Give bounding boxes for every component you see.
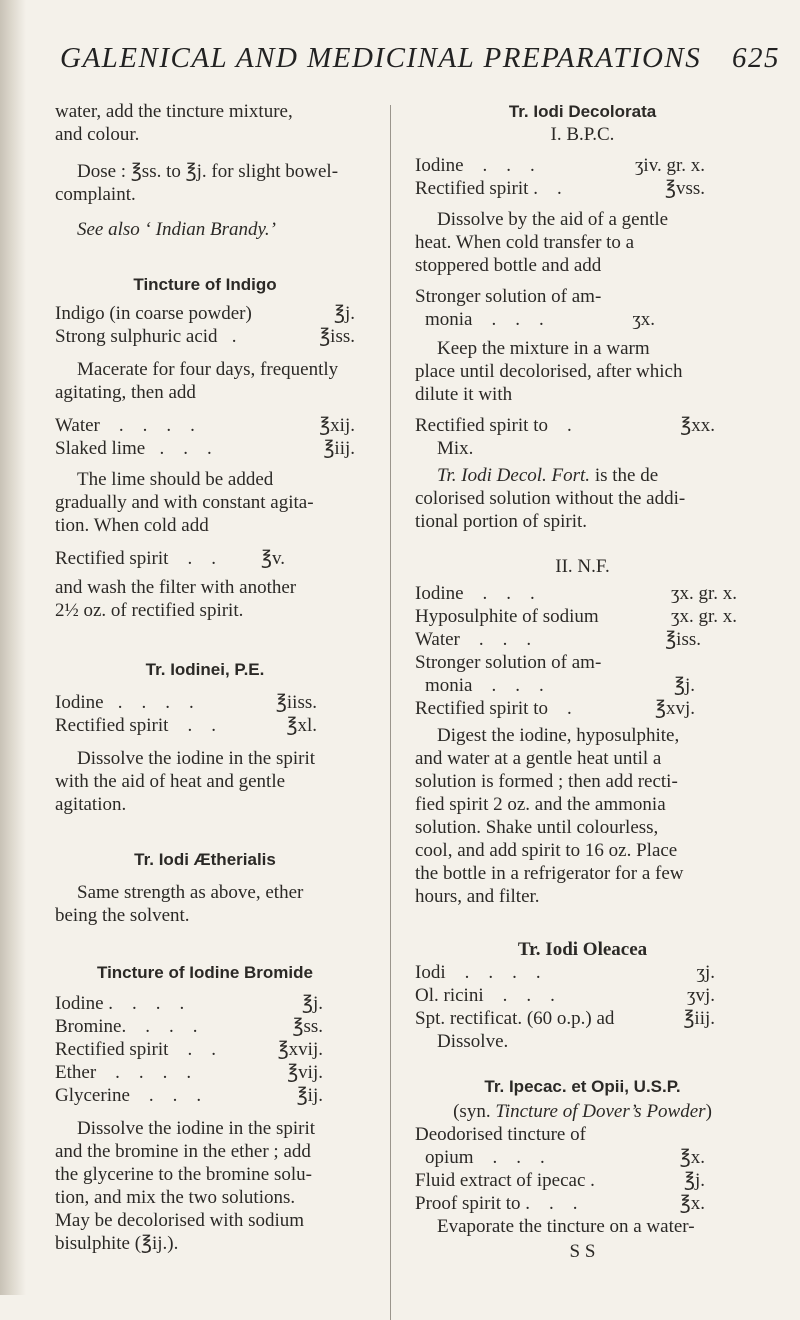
ingredient-row (415, 984, 715, 1007)
ingredient-qty: ʒx. gr. x. (671, 583, 737, 604)
ingredient-name: Stronger solution of am- (415, 652, 602, 673)
ingredient-qty: ℥j. (683, 1170, 705, 1191)
ingredient-name: Deodorised tincture of (415, 1124, 586, 1145)
recipe-subtitle: II. N.F. (555, 556, 610, 577)
instruction-line: and wash the filter with another (55, 577, 297, 598)
ingredient-row (415, 1192, 705, 1215)
instruction-line: gradually and with constant agita- (55, 492, 314, 513)
instruction-line: Dissolve. (437, 1031, 509, 1052)
instruction-line: cool, and add spirit to 16 oz. Place (415, 840, 678, 861)
instruction-line: and water at a gentle heat until a (415, 748, 662, 769)
dose-line: Dose : ℥ss. to ℥j. for slight bowel- (77, 161, 339, 182)
ingredient-row (415, 1007, 715, 1030)
ingredient-name: Rectified spirit . . (55, 715, 216, 736)
instruction-line: tion, and mix the two solutions. (55, 1187, 296, 1208)
instruction-line: solution. Shake until colourless, (415, 817, 659, 838)
ingredient-name: Bromine. . . . (55, 1016, 198, 1037)
ingredient-row (415, 628, 701, 651)
instruction-line: 2½ oz. of rectified spirit. (55, 600, 244, 621)
ingredient-qty: ℥j. (333, 303, 355, 324)
ingredient-row (55, 1015, 323, 1038)
ingredient-qty: ℥xx. (680, 415, 715, 436)
ingredient-name: monia . . . (425, 309, 544, 330)
ingredient-qty: ʒvj. (687, 985, 715, 1006)
instruction-line: Same strength as above, ether (77, 882, 304, 903)
dose-line: complaint. (55, 184, 136, 205)
ingredient-list (415, 1146, 750, 1215)
instruction-line: and the bromine in the ether ; add (55, 1141, 311, 1162)
ingredient-row (415, 1169, 705, 1192)
ingredient-row (55, 1061, 323, 1084)
instruction-line: agitating, then add (55, 382, 196, 403)
recipe-title-bromide: Tincture of Iodine Bromide (97, 963, 313, 982)
recipe-subtitle: I. B.P.C. (550, 124, 615, 145)
instruction-line: dilute it with (415, 384, 513, 405)
ingredient-row (415, 605, 737, 628)
instruction-line: Dissolve by the aid of a gentle (437, 209, 669, 230)
ingredient-qty: ℥iij. (683, 1008, 715, 1029)
ingredient-name: Fluid extract of ipecac . (415, 1170, 595, 1191)
page-gutter-shadow (0, 0, 26, 1295)
instruction-line (415, 464, 750, 487)
instruction-line: colorised solution without the addi- (415, 488, 686, 509)
instruction-line: solution is formed ; then add recti- (415, 771, 678, 792)
recipe-title-iodinei: Tr. Iodinei, P.E. (145, 660, 265, 679)
instruction-line: Dissolve the iodine in the spirit (77, 748, 316, 769)
instruction-line: place until decolorised, after which (415, 361, 683, 382)
ingredient-qty: ℥j. (673, 675, 695, 696)
instruction-line: Evaporate the tincture on a water- (437, 1216, 695, 1237)
ingredient-name: Ether . . . . (55, 1062, 192, 1083)
ingredient-list (415, 582, 750, 651)
ingredient-row (55, 1084, 323, 1107)
instruction-line: fied spirit 2 oz. and the ammonia (415, 794, 666, 815)
synonym-name: Tincture of Dover’s Powder (495, 1101, 706, 1122)
ingredient-row (55, 714, 317, 737)
ingredient-qty: ℥xij. (319, 415, 355, 436)
ingredient-qty: ʒiv. gr. x. (634, 155, 705, 176)
ingredient-qty: ℥xvij. (277, 1039, 323, 1060)
instruction-line: the glycerine to the bromine solu- (55, 1164, 312, 1185)
ingredient-name: Slaked lime . . . (55, 438, 212, 459)
ingredient-name: Iodine . . . (415, 155, 535, 176)
header-title: GALENICAL AND MEDICINAL PREPARATIONS (60, 42, 702, 74)
ingredient-qty: ℥x. (679, 1147, 705, 1168)
ingredient-row (415, 177, 705, 200)
ingredient-name: Proof spirit to . . . (415, 1193, 578, 1214)
ingredient-name: Iodi . . . . (415, 962, 541, 983)
ingredient-list (415, 674, 750, 720)
instruction-line: being the solvent. (55, 905, 190, 926)
instruction-line: The lime should be added (77, 469, 274, 490)
ingredient-name: Ol. ricini . . . (415, 985, 555, 1006)
instruction-line: tional portion of spirit. (415, 511, 588, 532)
instruction-line: Dissolve the iodine in the spirit (77, 1118, 316, 1139)
ingredient-list (55, 547, 355, 570)
ingredient-row (55, 547, 285, 570)
ingredient-qty: ʒx. (632, 309, 655, 330)
ingredient-name: Iodine . . . . (55, 993, 185, 1014)
ingredient-qty: ℥j. (301, 993, 323, 1014)
ingredient-name: Rectified spirit . . (55, 1039, 216, 1060)
ingredient-row (55, 992, 323, 1015)
instruction-line: bisulphite (℥ij.). (55, 1233, 179, 1254)
instruction-line: agitation. (55, 794, 127, 815)
recipe-title-decolorata: Tr. Iodi Decolorata (508, 102, 657, 121)
instruction-line: with the aid of heat and gentle (55, 771, 286, 792)
ingredient-qty: ℥iss. (319, 326, 355, 347)
recipe-title-ipecac: Tr. Ipecac. et Opii, U.S.P. (484, 1077, 681, 1096)
ingredient-name: Rectified spirit . . (55, 548, 216, 569)
instruction-line: Macerate for four days, frequently (77, 359, 339, 380)
preparation-name: Tr. Iodi Decol. Fort. (437, 465, 591, 486)
ingredient-qty: ℥iij. (323, 438, 355, 459)
running-header (60, 42, 780, 75)
ingredient-row (415, 697, 695, 720)
ingredient-name: Stronger solution of am- (415, 286, 602, 307)
instruction-line: the bottle in a refrigerator for a few (415, 863, 684, 884)
ingredient-row (415, 414, 715, 437)
ingredient-list (55, 414, 355, 460)
ingredient-qty: ʒj. (696, 962, 715, 983)
ingredient-qty: ℥ij. (296, 1085, 323, 1106)
ingredient-qty: ℥iiss. (275, 692, 317, 713)
intro-line: water, add the tincture mixture, (55, 101, 293, 122)
right-column (415, 100, 750, 1263)
ingredient-qty: ℥vss. (664, 178, 705, 199)
ingredient-name: Rectified spirit to . (415, 415, 572, 436)
see-also-note: See also ‘ Indian Brandy.’ (77, 219, 276, 240)
ingredient-qty: ℥xvj. (654, 698, 695, 719)
ingredient-row (55, 437, 355, 460)
ingredient-qty: ℥vij. (287, 1062, 323, 1083)
ingredient-name: Rectified spirit to . (415, 698, 572, 719)
ingredient-name: Spt. rectificat. (60 o.p.) ad (415, 1008, 615, 1029)
instruction-line: heat. When cold transfer to a (415, 232, 635, 253)
ingredient-list (415, 961, 750, 1030)
ingredient-qty: ℥xl. (286, 715, 317, 736)
instruction-line: hours, and filter. (415, 886, 540, 907)
ingredient-list (415, 308, 750, 331)
recipe-title-oleacea: Tr. Iodi Oleacea (517, 939, 648, 960)
ingredient-list (415, 414, 750, 437)
signature-mark: S S (569, 1241, 596, 1262)
ingredient-name: Water . . . (415, 629, 532, 650)
recipe-title-indigo: Tincture of Indigo (133, 275, 277, 294)
ingredient-qty: ʒx. gr. x. (671, 606, 737, 627)
ingredient-name: Indigo (in coarse powder) (55, 303, 252, 324)
ingredient-list (415, 154, 750, 200)
ingredient-qty: ℥x. (679, 1193, 705, 1214)
ingredient-row (415, 154, 705, 177)
ingredient-name: monia . . . (425, 675, 544, 696)
ingredient-qty: ℥v. (261, 548, 285, 569)
synonym-line (415, 1100, 750, 1123)
intro-line: and colour. (55, 124, 140, 145)
ingredient-row (55, 1038, 323, 1061)
column-divider (390, 105, 391, 1320)
ingredient-qty: ℥iss. (665, 629, 701, 650)
left-column (55, 100, 355, 1255)
ingredient-name: Water . . . . (55, 415, 195, 436)
ingredient-name: Iodine . . . (415, 583, 535, 604)
ingredient-name: Iodine . . . . (55, 692, 194, 713)
synonym-prefix: (syn. (453, 1101, 496, 1122)
ingredient-row (55, 325, 355, 348)
recipe-title-aetherialis: Tr. Iodi Ætherialis (134, 850, 276, 869)
ingredient-list (55, 691, 355, 737)
ingredient-name: Rectified spirit . . (415, 178, 562, 199)
ingredient-row (415, 582, 737, 605)
synonym-suffix: ) (705, 1101, 712, 1122)
instruction-line: May be decolorised with sodium (55, 1210, 305, 1231)
instruction-line: Mix. (437, 438, 474, 459)
ingredient-row (415, 674, 695, 697)
page-number: 625 (732, 42, 780, 74)
instruction-line: tion. When cold add (55, 515, 209, 536)
ingredient-row (55, 302, 355, 325)
instruction-line: Digest the iodine, hyposulphite, (437, 725, 680, 746)
instruction-line: Keep the mixture in a warm (437, 338, 650, 359)
ingredient-name: opium . . . (425, 1147, 545, 1168)
ingredient-qty: ℥ss. (292, 1016, 323, 1037)
ingredient-list (55, 992, 355, 1107)
ingredient-name: Strong sulphuric acid . (55, 326, 237, 347)
ingredient-list (55, 302, 355, 348)
ingredient-name: Glycerine . . . (55, 1085, 202, 1106)
instruction-line: stoppered bottle and add (415, 255, 602, 276)
ingredient-row (55, 414, 355, 437)
instruction-text: is the de (590, 465, 659, 486)
ingredient-name: Hyposulphite of sodium (415, 606, 599, 627)
ingredient-row (415, 1146, 705, 1169)
ingredient-row (55, 691, 317, 714)
ingredient-row (415, 961, 715, 984)
ingredient-row (415, 308, 655, 331)
